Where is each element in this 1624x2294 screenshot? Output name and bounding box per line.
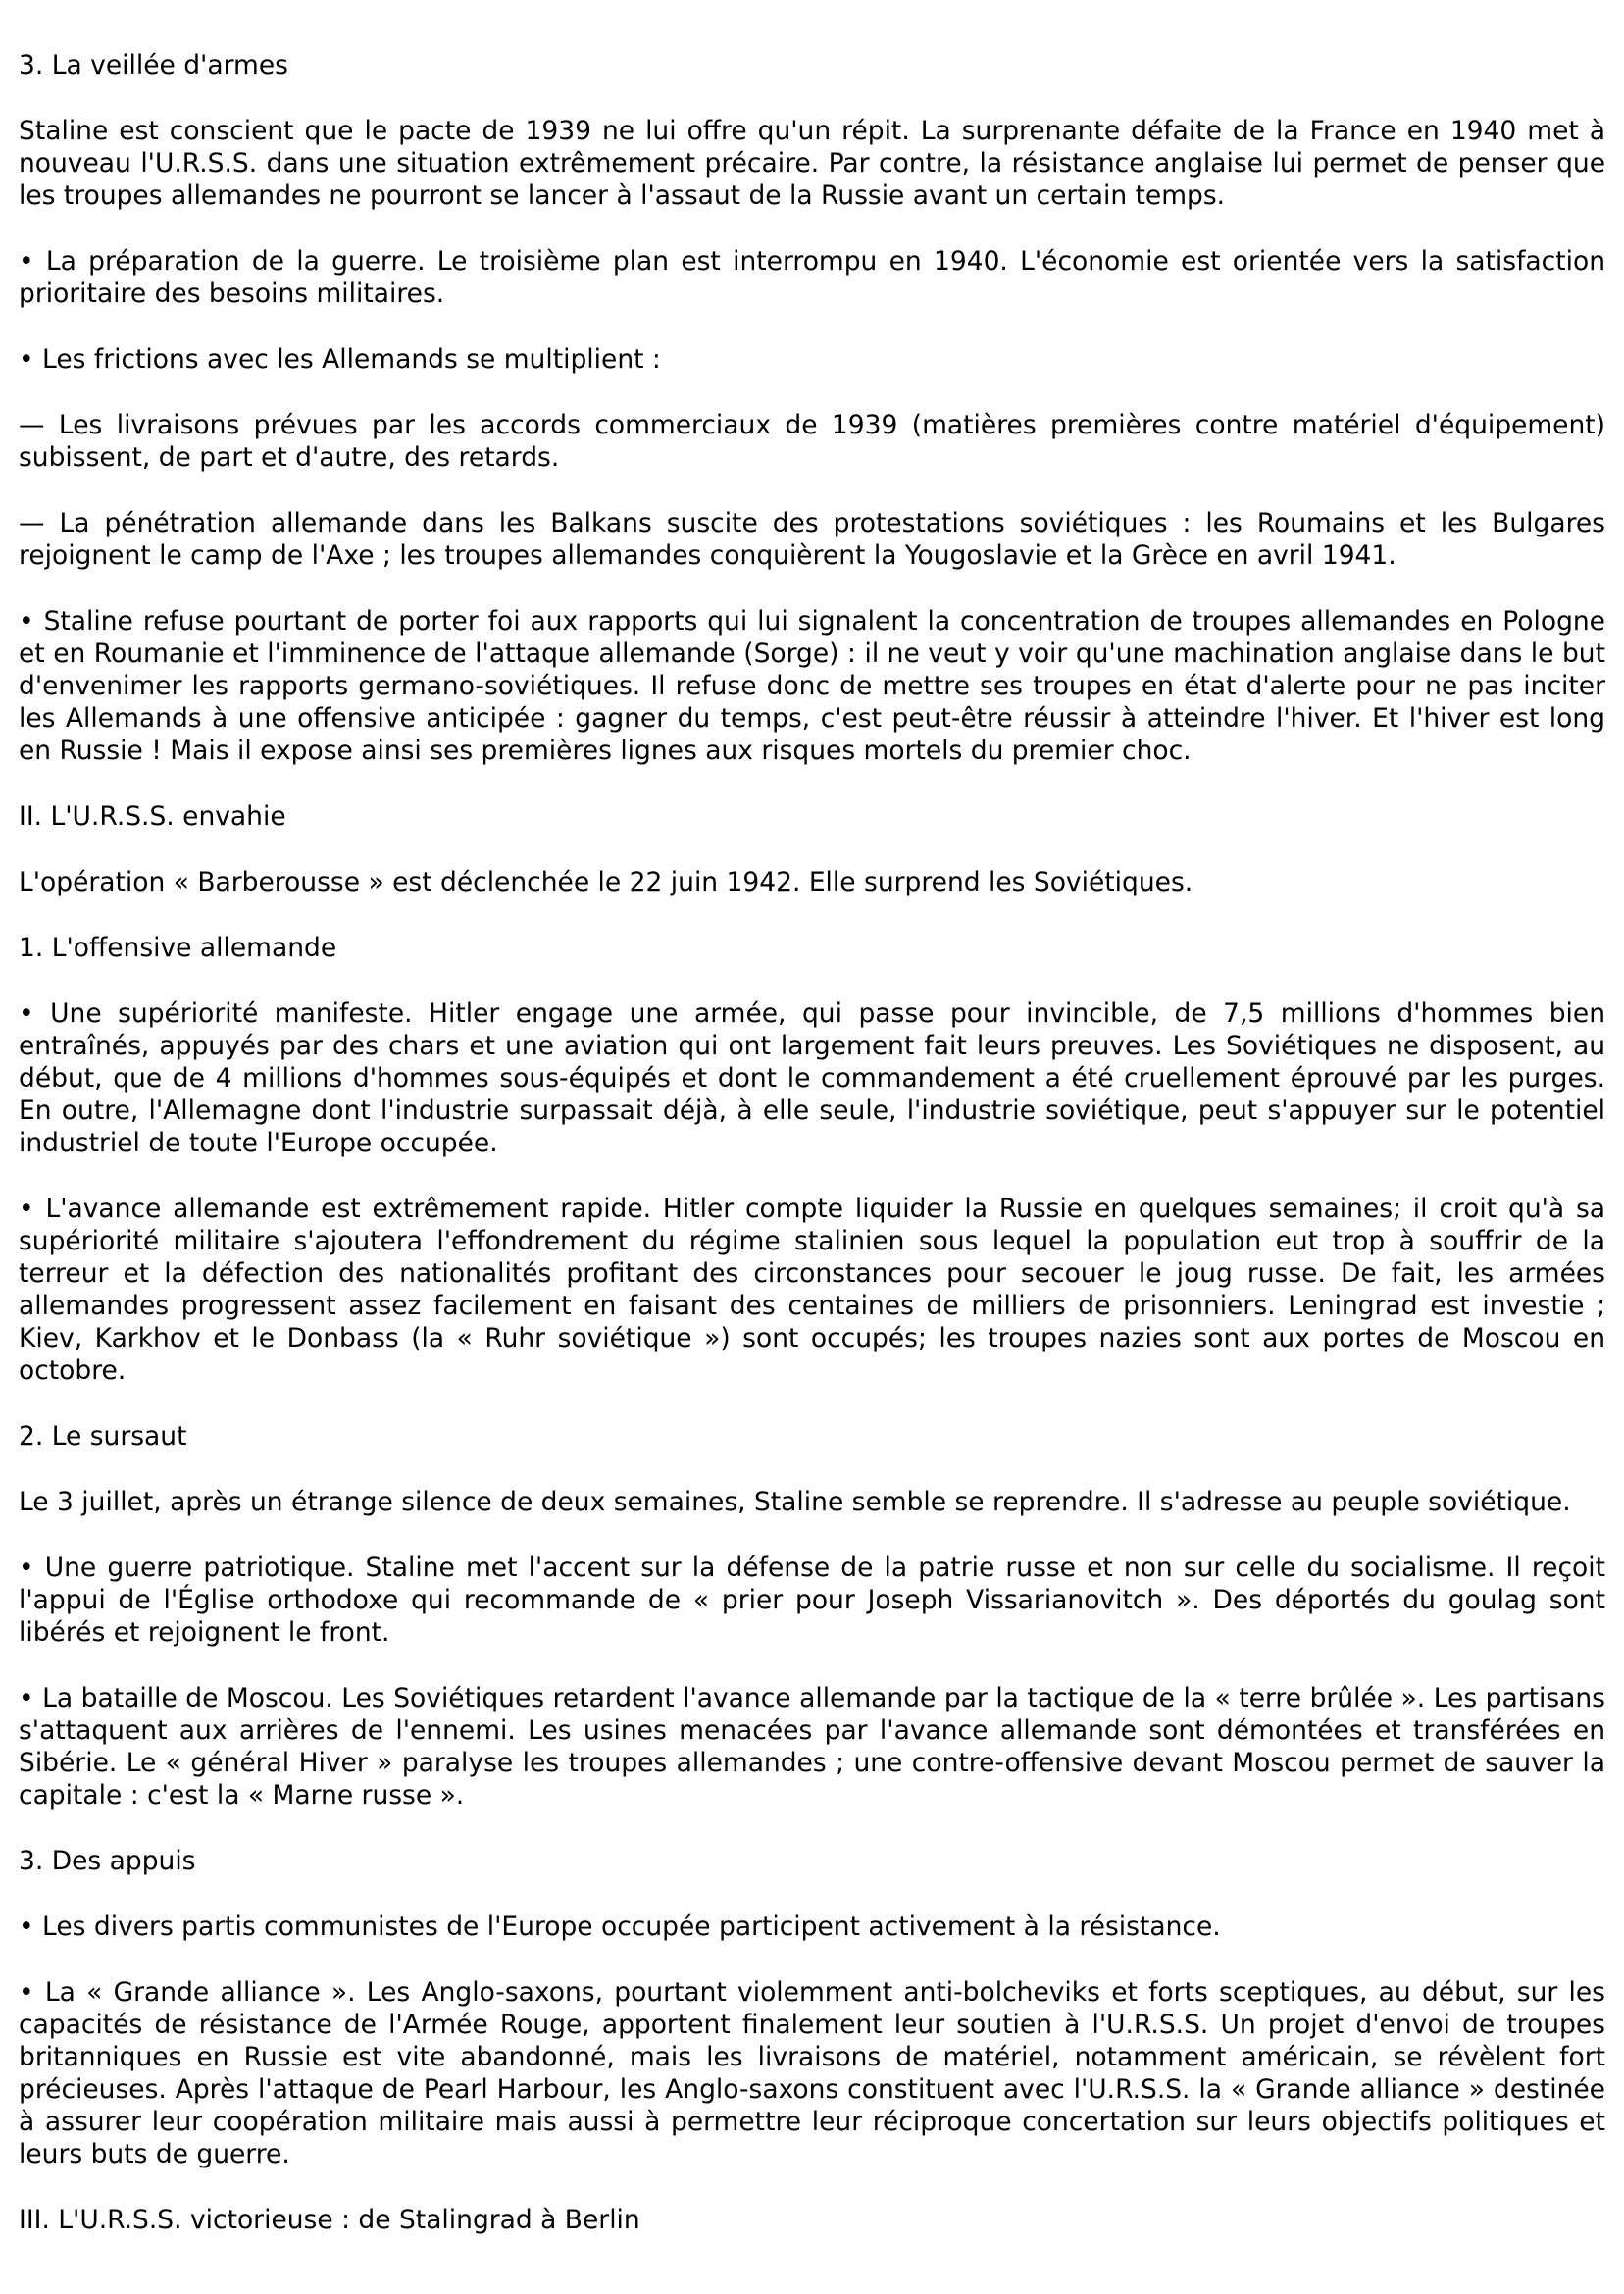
para-grande-alliance: • La « Grande alliance ». Les Anglo-saxons, pourtant violemment anti-bolcheviks et forts sceptiques, au début, sur les capacités de résistance de l'Armée Rouge, apportent finalement leur soutien à l'U.R.S.S. Un projet d'envoi de troupes britanniques en Russie est vite abandonné, mais les livraisons de matériel, notamment américain, se révèlent fort précieuses. Après l'attaque de Pearl Harbour, les Anglo-saxons constituent avec l'U.R.S.S. la « Grande alliance » destinée à assurer leur coopération militaire mais aussi à permettre leur réciproque concertation sur leurs objectifs politiques et leurs buts de guerre.: [19, 1977, 1605, 2169]
para-3-juillet: Le 3 juillet, après un étrange silence de deux semaines, Staline semble se reprendre. Il s'adresse au peuple soviétique.: [19, 1487, 1571, 1517]
heading-appuis: 3. Des appuis: [19, 1846, 196, 1876]
para-avance-rapide: • L'avance allemande est extrêmement rapide. Hitler compte liquider la Russie en quelques semaines; il croit qu'à sa supériorité militaire s'ajoutera l'effondrement du régime stalinien sous lequel la population eut trop à souffrir de la terreur et la défection des nationalités profitant des circonstances pour secouer le joug russe. De fait, les armées allemandes progressent assez facilement en faisant des centaines de milliers de prisonniers. Leningrad est investie ; Kiev, Karkhov et le Donbass (la « Ruhr soviétique ») sont occupés; les troupes nazies sont aux portes de Moscou en octobre.: [19, 1194, 1605, 1386]
heading-offensive-allemande: 1. L'offensive allemande: [19, 933, 337, 963]
para-preparation-guerre: • La préparation de la guerre. Le troisième plan est interrompu en 1940. L'économie est orientée vers la satisfaction prioritaire des besoins militaires.: [19, 246, 1605, 309]
para-partis-communistes: • Les divers partis communistes de l'Europe occupée participent activement à la résistance.: [19, 1912, 1221, 1942]
para-balkans: — La pénétration allemande dans les Balkans suscite des protestations soviétiques : les Roumains et les Bulgares rejoignent le camp de l'Axe ; les troupes allemandes conquièrent la Yougoslavie et la Grèce en avril 1941.: [19, 508, 1605, 571]
heading-urss-victorieuse: III. L'U.R.S.S. victorieuse : de Stalingrad à Berlin: [19, 2205, 640, 2235]
heading-sursaut: 2. Le sursaut: [19, 1421, 187, 1452]
para-barberousse: L'opération « Barberousse » est déclenchée le 22 juin 1942. Elle surprend les Soviétiques.: [19, 867, 1193, 897]
para-guerre-patriotique: • Une guerre patriotique. Staline met l'accent sur la défense de la patrie russe et non sur celle du socialisme. Il reçoit l'appui de l'Église orthodoxe qui recommande de « prier pour Joseph Vissarianovitch ». Des déportés du goulag sont libérés et rejoignent le front.: [19, 1553, 1605, 1648]
para-livraisons: — Les livraisons prévues par les accords commerciaux de 1939 (matières premières contre matériel d'équipement) subissent, de part et d'autre, des retards.: [19, 410, 1605, 473]
para-staline-refuse: • Staline refuse pourtant de porter foi aux rapports qui lui signalent la concentration de troupes allemandes en Pologne et en Roumanie et l'imminence de l'attaque allemande (Sorge) : il ne veut y voir qu'une machination anglaise dans le but d'envenimer les rapports germano-soviétiques. Il refuse donc de mettre ses troupes en état d'alerte pour ne pas inciter les Allemands à une offensive anticipée : gagner du temps, c'est peut-être réussir à atteindre l'hiver. Et l'hiver est long en Russie ! Mais il expose ainsi ses premières lignes aux risques mortels du premier choc.: [19, 606, 1605, 766]
para-bataille-moscou: • La bataille de Moscou. Les Soviétiques retardent l'avance allemande par la tactique de la « terre brûlée ». Les partisans s'attaquent aux arrières de l'ennemi. Les usines menacées par l'avance allemande sont démontées et transférées en Sibérie. Le « général Hiver » paralyse les troupes allemandes ; une contre-offensive devant Moscou permet de sauver la capitale : c'est la « Marne russe ».: [19, 1683, 1605, 1810]
para-superiorite: • Une supériorité manifeste. Hitler engage une armée, qui passe pour invincible, de 7,5 millions d'hommes bien entraînés, appuyés par des chars et une aviation qui ont largement fait leurs preuves. Les Soviétiques ne disposent, au début, que de 4 millions d'hommes sous-équipés et dont le commandement a été cruellement éprouvé par les purges. En outre, l'Allemagne dont l'industrie surpassait déjà, à elle seule, l'industrie soviétique, peut s'appuyer sur le potentiel industriel de toute l'Europe occupée.: [19, 998, 1605, 1158]
heading-urss-envahie: II. L'U.R.S.S. envahie: [19, 801, 286, 832]
document-body: [19, 49, 1605, 2269]
para-staline-pacte: Staline est conscient que le pacte de 1939 ne lui offre qu'un répit. La surprenante défaite de la France en 1940 met à nouveau l'U.R.S.S. dans une situation extrêmement précaire. Par contre, la résistance anglaise lui permet de penser que les troupes allemandes ne pourront se lancer à l'assaut de la Russie avant un certain temps.: [19, 116, 1605, 211]
para-frictions: • Les frictions avec les Allemands se multiplient :: [19, 344, 661, 375]
heading-veillee-armes: 3. La veillée d'armes: [19, 50, 288, 80]
